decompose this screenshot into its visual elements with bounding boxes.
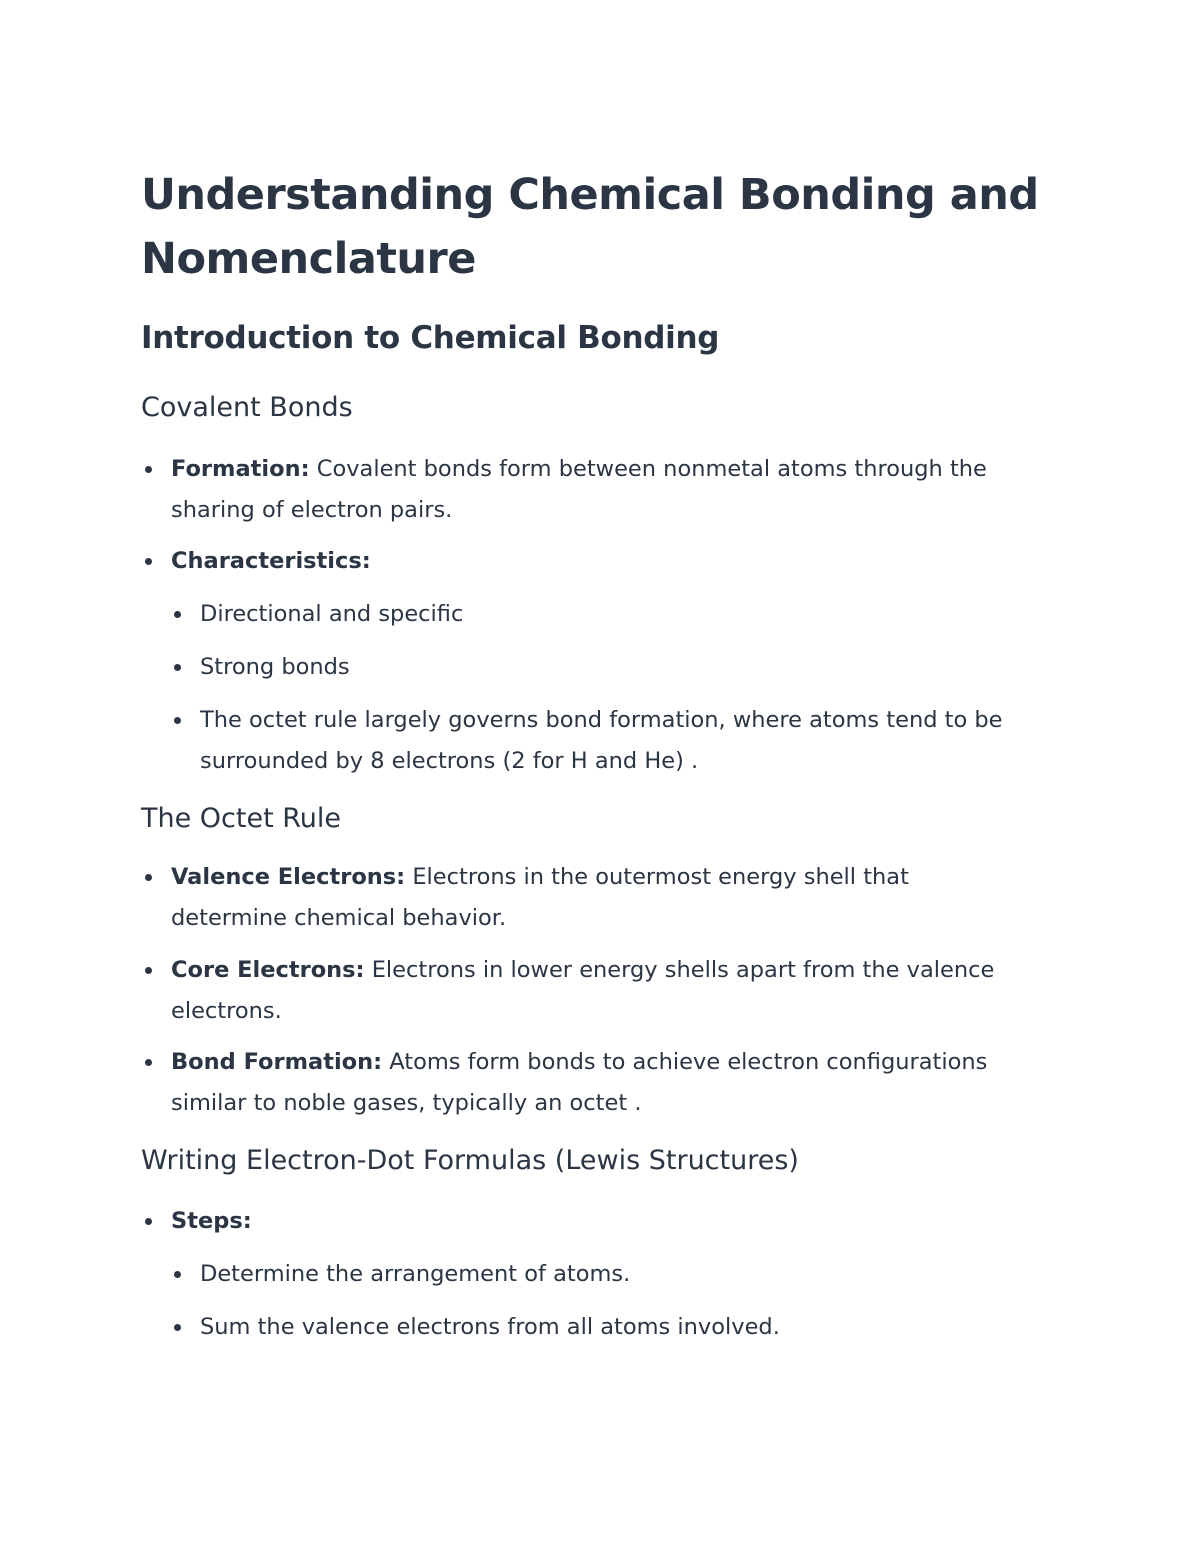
list-item-formation (171, 449, 1051, 531)
bullet-icon (174, 611, 181, 618)
characteristic-text: The octet rule largely governs bond formation, where atoms tend to be surrounded by 8 electrons (2 for H and He) . (200, 707, 1003, 774)
bullet-icon (145, 967, 152, 974)
bullet-icon (174, 664, 181, 671)
list-item-valence-electrons (171, 857, 1001, 939)
bullet-icon (145, 874, 152, 881)
list-item-characteristic (200, 594, 1060, 635)
characteristic-text: Directional and specific (200, 601, 464, 627)
characteristic-text: Strong bonds (200, 654, 350, 680)
list-item-bond-formation (171, 1042, 1051, 1124)
step-text: Sum the valence electrons from all atoms involved. (200, 1314, 780, 1340)
formation-text: Covalent bonds form between nonmetal atoms through the sharing of electron pairs. (171, 456, 987, 523)
characteristics-label: Characteristics: (171, 548, 371, 574)
bond-formation-text: Atoms form bonds to achieve electron configurations similar to noble gases, typically an octet . (171, 1049, 988, 1116)
covalent-bonds-heading: Covalent Bonds (141, 392, 353, 423)
bond-formation-label: Bond Formation: (171, 1049, 383, 1075)
step-text: Determine the arrangement of atoms. (200, 1261, 631, 1287)
valence-text: Electrons in the outermost energy shell that determine chemical behavior. (171, 864, 909, 931)
octet-rule-heading: The Octet Rule (141, 803, 342, 834)
list-item-step (200, 1307, 1060, 1348)
bullet-icon (145, 1059, 152, 1066)
valence-label: Valence Electrons: (171, 864, 406, 890)
core-text: Electrons in lower energy shells apart from the valence electrons. (171, 957, 995, 1024)
document-title: Understanding Chemical Bonding and Nomenclature (141, 170, 1039, 284)
bullet-icon (174, 1324, 181, 1331)
list-item-steps (171, 1201, 1051, 1242)
bullet-icon (174, 1271, 181, 1278)
core-label: Core Electrons: (171, 957, 365, 983)
section-heading: Introduction to Chemical Bonding (141, 320, 720, 356)
lewis-structures-heading: Writing Electron-Dot Formulas (Lewis Structures) (141, 1145, 799, 1176)
bullet-icon (145, 466, 152, 473)
list-item-characteristic (200, 700, 1040, 782)
bullet-icon (174, 717, 181, 724)
list-item-characteristic (200, 647, 1060, 688)
list-item-characteristics (171, 541, 1051, 582)
list-item-step (200, 1254, 1060, 1295)
steps-label: Steps: (171, 1208, 252, 1234)
bullet-icon (145, 558, 152, 565)
formation-label: Formation: (171, 456, 310, 482)
bullet-icon (145, 1218, 152, 1225)
list-item-core-electrons (171, 950, 1051, 1032)
